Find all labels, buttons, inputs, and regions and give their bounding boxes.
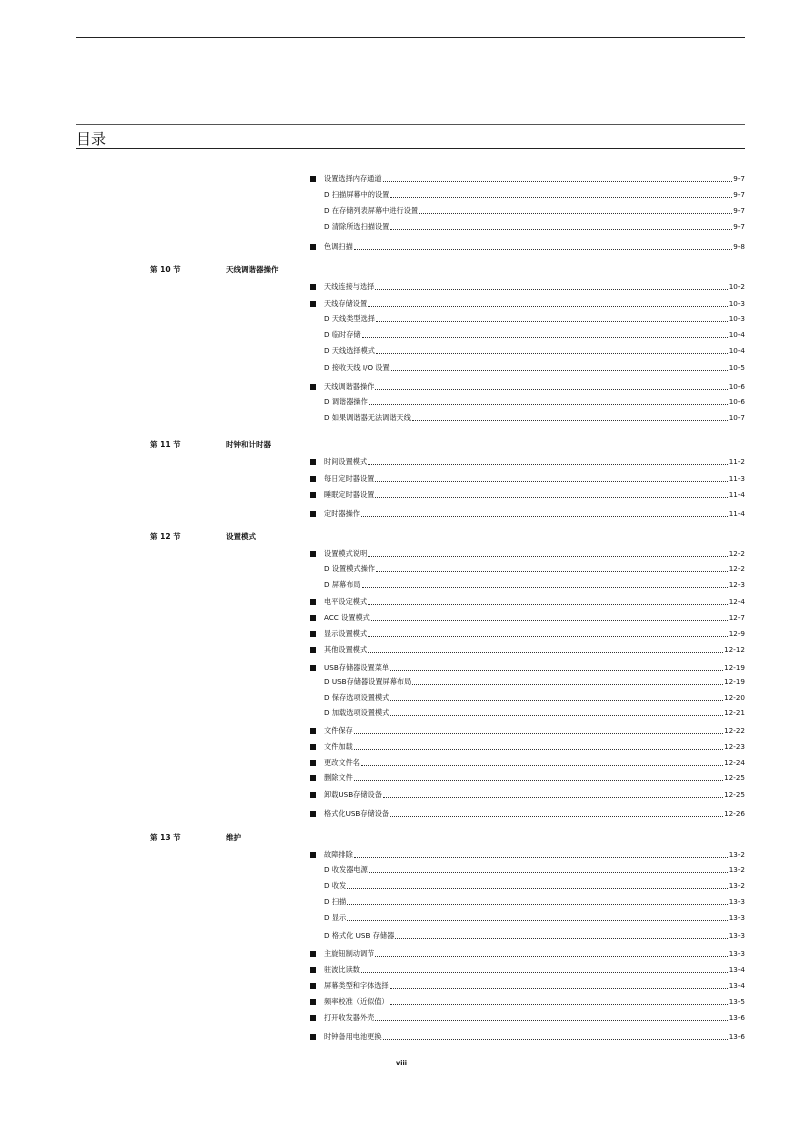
toc-entry[interactable] [309, 241, 745, 252]
toc-entry-page: 12-19 [724, 663, 745, 672]
toc-entry[interactable] [309, 757, 745, 768]
square-bullet-icon [310, 301, 316, 307]
dot-leader [390, 715, 723, 716]
dot-leader [375, 289, 727, 290]
dot-leader [419, 213, 732, 214]
toc-entry[interactable] [309, 281, 745, 292]
square-bullet-icon [310, 511, 316, 517]
chapter-number: 第 10 节 [150, 265, 181, 274]
toc-entry-label: 屏幕类型和字体选择 [324, 981, 389, 990]
square-bullet-icon [310, 792, 316, 798]
square-bullet-icon [310, 744, 316, 750]
toc-entry-page: 9-7 [733, 174, 745, 183]
toc-entry-label: D 天线选择模式 [324, 346, 375, 355]
dot-leader [354, 249, 732, 250]
dot-leader [368, 556, 728, 557]
toc-entry-label: 显示设置模式 [324, 629, 368, 638]
toc-entry-label: D 收发器电源 [324, 865, 368, 874]
square-bullet-icon [310, 760, 316, 766]
toc-entry-label: 故障排除 [324, 850, 353, 859]
toc-entry[interactable] [309, 849, 745, 860]
toc-entry-page: 13-4 [728, 981, 745, 990]
toc-subentry[interactable] [309, 313, 745, 324]
dot-leader [368, 306, 728, 307]
toc-entry[interactable] [309, 548, 745, 559]
dot-leader [390, 670, 723, 671]
toc-entry-page: 12-26 [724, 809, 745, 818]
dot-leader [369, 404, 728, 405]
dot-leader [390, 988, 728, 989]
dot-leader [361, 972, 728, 973]
toc-entry-page: 12-4 [728, 597, 745, 606]
dot-leader [361, 516, 728, 517]
dot-leader [368, 604, 728, 605]
square-bullet-icon [310, 1034, 316, 1040]
toc-entry-page: 12-21 [724, 708, 745, 717]
toc-entry-page: 11-2 [728, 457, 745, 466]
toc-entry[interactable] [309, 772, 745, 783]
toc-entry-label: 电平设定模式 [324, 597, 368, 606]
square-bullet-icon [310, 1015, 316, 1021]
toc-entry[interactable] [309, 298, 745, 309]
toc-entry-label: USB存储器设置菜单 [324, 663, 390, 672]
toc-entry-label: D 格式化 USB 存储器 [324, 931, 395, 940]
toc-subentry[interactable] [309, 864, 745, 875]
square-bullet-icon [310, 647, 316, 653]
toc-entry-page: 13-2 [728, 850, 745, 859]
toc-subentry[interactable] [309, 362, 745, 373]
toc-entry-page: 12-25 [724, 790, 745, 799]
toc-entry-label: 文件保存 [324, 726, 353, 735]
dot-leader [391, 370, 728, 371]
toc-entry[interactable] [309, 948, 745, 959]
toc-entry-label: D 加载选项设置模式 [324, 708, 390, 717]
toc-entry-page: 9-7 [733, 206, 745, 215]
toc-entry-page: 12-2 [728, 549, 745, 558]
top-rule [76, 37, 745, 38]
dot-leader [371, 620, 728, 621]
title-rule-upper [76, 124, 745, 125]
toc-entry-label: D USB存储器设置屏幕布局 [324, 677, 412, 686]
dot-leader [383, 1039, 728, 1040]
dot-leader [362, 337, 728, 338]
toc-entry-page: 10-7 [728, 413, 745, 422]
toc-entry-label: D 接收天线 I/O 设置 [324, 363, 390, 372]
toc-entry[interactable] [309, 808, 745, 819]
toc-entry-label: D 临时存储 [324, 330, 361, 339]
toc-subentry[interactable] [309, 396, 745, 407]
toc-entry-page: 13-6 [728, 1013, 745, 1022]
toc-entry-label: D 显示 [324, 913, 347, 922]
toc-entry-label: 时间设置模式 [324, 457, 368, 466]
square-bullet-icon [310, 492, 316, 498]
toc-entry-page: 12-12 [724, 645, 745, 654]
toc-entry-page: 11-4 [728, 490, 745, 499]
toc-entry-label: 时钟备用电池更换 [324, 1032, 382, 1041]
toc-entry-page: 10-3 [728, 314, 745, 323]
square-bullet-icon [310, 284, 316, 290]
toc-entry[interactable] [309, 596, 745, 607]
dot-leader [375, 1020, 727, 1021]
dot-leader [347, 904, 727, 905]
toc-entry[interactable] [309, 473, 745, 484]
dot-leader [390, 229, 732, 230]
toc-entry-page: 12-24 [724, 758, 745, 767]
dot-leader [347, 920, 727, 921]
square-bullet-icon [310, 665, 316, 671]
toc-subentry[interactable] [309, 221, 745, 232]
toc-entry-page: 10-5 [728, 363, 745, 372]
square-bullet-icon [310, 551, 316, 557]
toc-subentry[interactable] [309, 930, 745, 941]
toc-entry[interactable] [309, 741, 745, 752]
dot-leader [412, 420, 728, 421]
toc-entry[interactable] [309, 173, 745, 184]
dot-leader [375, 956, 727, 957]
dot-leader [395, 938, 727, 939]
dot-leader [354, 733, 723, 734]
toc-entry-label: 格式化USB存储设备 [324, 809, 390, 818]
toc-entry-label: D 清除所选扫描设置 [324, 222, 390, 231]
square-bullet-icon [310, 967, 316, 973]
toc-entry-label: 每日定时器设置 [324, 474, 375, 483]
chapter-title: 时钟和计时器 [226, 440, 271, 449]
dot-leader [375, 389, 727, 390]
toc-entry[interactable] [309, 489, 745, 500]
square-bullet-icon [310, 951, 316, 957]
toc-entry[interactable] [309, 381, 745, 392]
dot-leader [369, 872, 728, 873]
toc-entry-page: 12-20 [724, 693, 745, 702]
toc-entry-label: 文件加载 [324, 742, 353, 751]
square-bullet-icon [310, 728, 316, 734]
toc-entry-label: 定时器操作 [324, 509, 360, 518]
toc-entry-page: 12-22 [724, 726, 745, 735]
toc-entry-label: 天线调谐器操作 [324, 382, 375, 391]
square-bullet-icon [310, 811, 316, 817]
toc-entry[interactable] [309, 508, 745, 519]
square-bullet-icon [310, 852, 316, 858]
toc-entry-label: 设置选择内存通道 [324, 174, 382, 183]
toc-entry-page: 9-7 [733, 190, 745, 199]
toc-entry[interactable] [309, 789, 745, 800]
toc-entry-page: 13-2 [728, 865, 745, 874]
square-bullet-icon [310, 476, 316, 482]
toc-subentry[interactable] [309, 579, 745, 590]
toc-entry[interactable] [309, 1012, 745, 1023]
toc-entry-page: 13-3 [728, 897, 745, 906]
toc-subentry[interactable] [309, 345, 745, 356]
toc-entry-page: 13-3 [728, 949, 745, 958]
toc-subentry[interactable] [309, 707, 745, 718]
dot-leader [354, 780, 723, 781]
chapter-number: 第 11 节 [150, 440, 181, 449]
toc-entry-label: 打开收发器外壳 [324, 1013, 375, 1022]
toc-subentry[interactable] [309, 692, 745, 703]
toc-entry-page: 9-8 [733, 242, 745, 251]
square-bullet-icon [310, 599, 316, 605]
toc-entry-label: D 收发 [324, 881, 347, 890]
toc-entry-label: D 在存储列表屏幕中进行设置 [324, 206, 419, 215]
toc-entry-page: 12-23 [724, 742, 745, 751]
dot-leader [368, 652, 723, 653]
toc-entry-page: 13-5 [728, 997, 745, 1006]
dot-leader [368, 464, 728, 465]
dot-leader [376, 321, 728, 322]
title-rule-lower [76, 148, 745, 149]
toc-entry-label: 天线连接与选择 [324, 282, 375, 291]
toc-entry-label: D 屏幕布局 [324, 580, 361, 589]
toc-entry-label: D 天线类型选择 [324, 314, 375, 323]
square-bullet-icon [310, 176, 316, 182]
chapter-title: 天线调谐器操作 [226, 265, 279, 274]
toc-entry-label: 卸载USB存储设备 [324, 790, 382, 799]
toc-entry-page: 12-7 [728, 613, 745, 622]
toc-entry-label: ACC 设置模式 [324, 613, 370, 622]
toc-subentry[interactable] [309, 896, 745, 907]
toc-entry[interactable] [309, 644, 745, 655]
toc-entry[interactable] [309, 964, 745, 975]
square-bullet-icon [310, 983, 316, 989]
dot-leader [390, 816, 723, 817]
toc-entry-page: 9-7 [733, 222, 745, 231]
dot-leader [375, 497, 727, 498]
toc-entry-page: 10-2 [728, 282, 745, 291]
toc-entry-label: 色调扫描 [324, 242, 353, 251]
dot-leader [376, 353, 728, 354]
toc-entry[interactable] [309, 996, 745, 1007]
dot-leader [354, 749, 723, 750]
toc-entry-label: 睡眠定时器设置 [324, 490, 375, 499]
square-bullet-icon [310, 631, 316, 637]
toc-entry-page: 12-2 [728, 564, 745, 573]
toc-subentry[interactable] [309, 676, 745, 687]
square-bullet-icon [310, 384, 316, 390]
page-number: viii [396, 1059, 407, 1067]
toc-entry-page: 12-25 [724, 773, 745, 782]
toc-entry-label: 其他设置模式 [324, 645, 368, 654]
toc-entry-page: 12-19 [724, 677, 745, 686]
toc-entry[interactable] [309, 612, 745, 623]
toc-entry-label: 频率校准（近似值） [324, 997, 389, 1006]
chapter-number: 第 13 节 [150, 833, 181, 842]
toc-entry-label: D 扫描 [324, 897, 347, 906]
toc-entry-page: 12-3 [728, 580, 745, 589]
toc-entry-page: 13-3 [728, 913, 745, 922]
dot-leader [383, 797, 723, 798]
toc-entry-page: 13-4 [728, 965, 745, 974]
page-title: 目录 [76, 130, 107, 148]
dot-leader [390, 700, 723, 701]
dot-leader [361, 765, 723, 766]
toc-subentry[interactable] [309, 563, 745, 574]
dot-leader [354, 857, 728, 858]
toc-entry-label: D 调谐器操作 [324, 397, 368, 406]
toc-entry-page: 11-3 [728, 474, 745, 483]
toc-entry-page: 10-6 [728, 397, 745, 406]
square-bullet-icon [310, 244, 316, 250]
dot-leader [390, 1004, 728, 1005]
chapter-title: 维护 [226, 833, 241, 842]
square-bullet-icon [310, 999, 316, 1005]
toc-subentry[interactable] [309, 189, 745, 200]
toc-entry-page: 11-4 [728, 509, 745, 518]
toc-entry-label: D 设置模式操作 [324, 564, 375, 573]
toc-entry-page: 13-6 [728, 1032, 745, 1041]
toc-entry-page: 13-3 [728, 931, 745, 940]
square-bullet-icon [310, 775, 316, 781]
dot-leader [362, 587, 728, 588]
square-bullet-icon [310, 615, 316, 621]
toc-entry[interactable] [309, 628, 745, 639]
dot-leader [383, 181, 733, 182]
toc-entry-label: 删除文件 [324, 773, 353, 782]
toc-subentry[interactable] [309, 329, 745, 340]
chapter-number: 第 12 节 [150, 532, 181, 541]
toc-entry[interactable] [309, 1031, 745, 1042]
dot-leader [390, 197, 732, 198]
toc-entry-page: 13-2 [728, 881, 745, 890]
dot-leader [375, 481, 727, 482]
toc-entry-label: 天线存储设置 [324, 299, 368, 308]
toc-entry-label: 主旋钮制动调节 [324, 949, 375, 958]
toc-subentry[interactable] [309, 412, 745, 423]
toc-entry-label: D 扫描屏幕中的设置 [324, 190, 390, 199]
toc-entry-label: D 保存选项设置模式 [324, 693, 390, 702]
toc-entry-label: 更改文件名 [324, 758, 360, 767]
toc-entry-label: 设置模式说明 [324, 549, 368, 558]
toc-subentry[interactable] [309, 205, 745, 216]
toc-entry-label: D 如果调谐器无法调谐天线 [324, 413, 411, 422]
toc-entry-label: 驻波比读数 [324, 965, 360, 974]
dot-leader [412, 684, 723, 685]
chapter-title: 设置模式 [226, 532, 256, 541]
dot-leader [368, 636, 728, 637]
toc-entry-page: 10-4 [728, 346, 745, 355]
toc-entry[interactable] [309, 980, 745, 991]
toc-entry[interactable] [309, 725, 745, 736]
toc-entry-page: 10-3 [728, 299, 745, 308]
toc-entry-page: 10-4 [728, 330, 745, 339]
toc-subentry[interactable] [309, 880, 745, 891]
dot-leader [376, 571, 728, 572]
toc-subentry[interactable] [309, 912, 745, 923]
dot-leader [347, 888, 727, 889]
toc-entry-page: 10-6 [728, 382, 745, 391]
toc-entry-page: 12-9 [728, 629, 745, 638]
toc-entry[interactable] [309, 662, 745, 673]
square-bullet-icon [310, 459, 316, 465]
toc-entry[interactable] [309, 456, 745, 467]
